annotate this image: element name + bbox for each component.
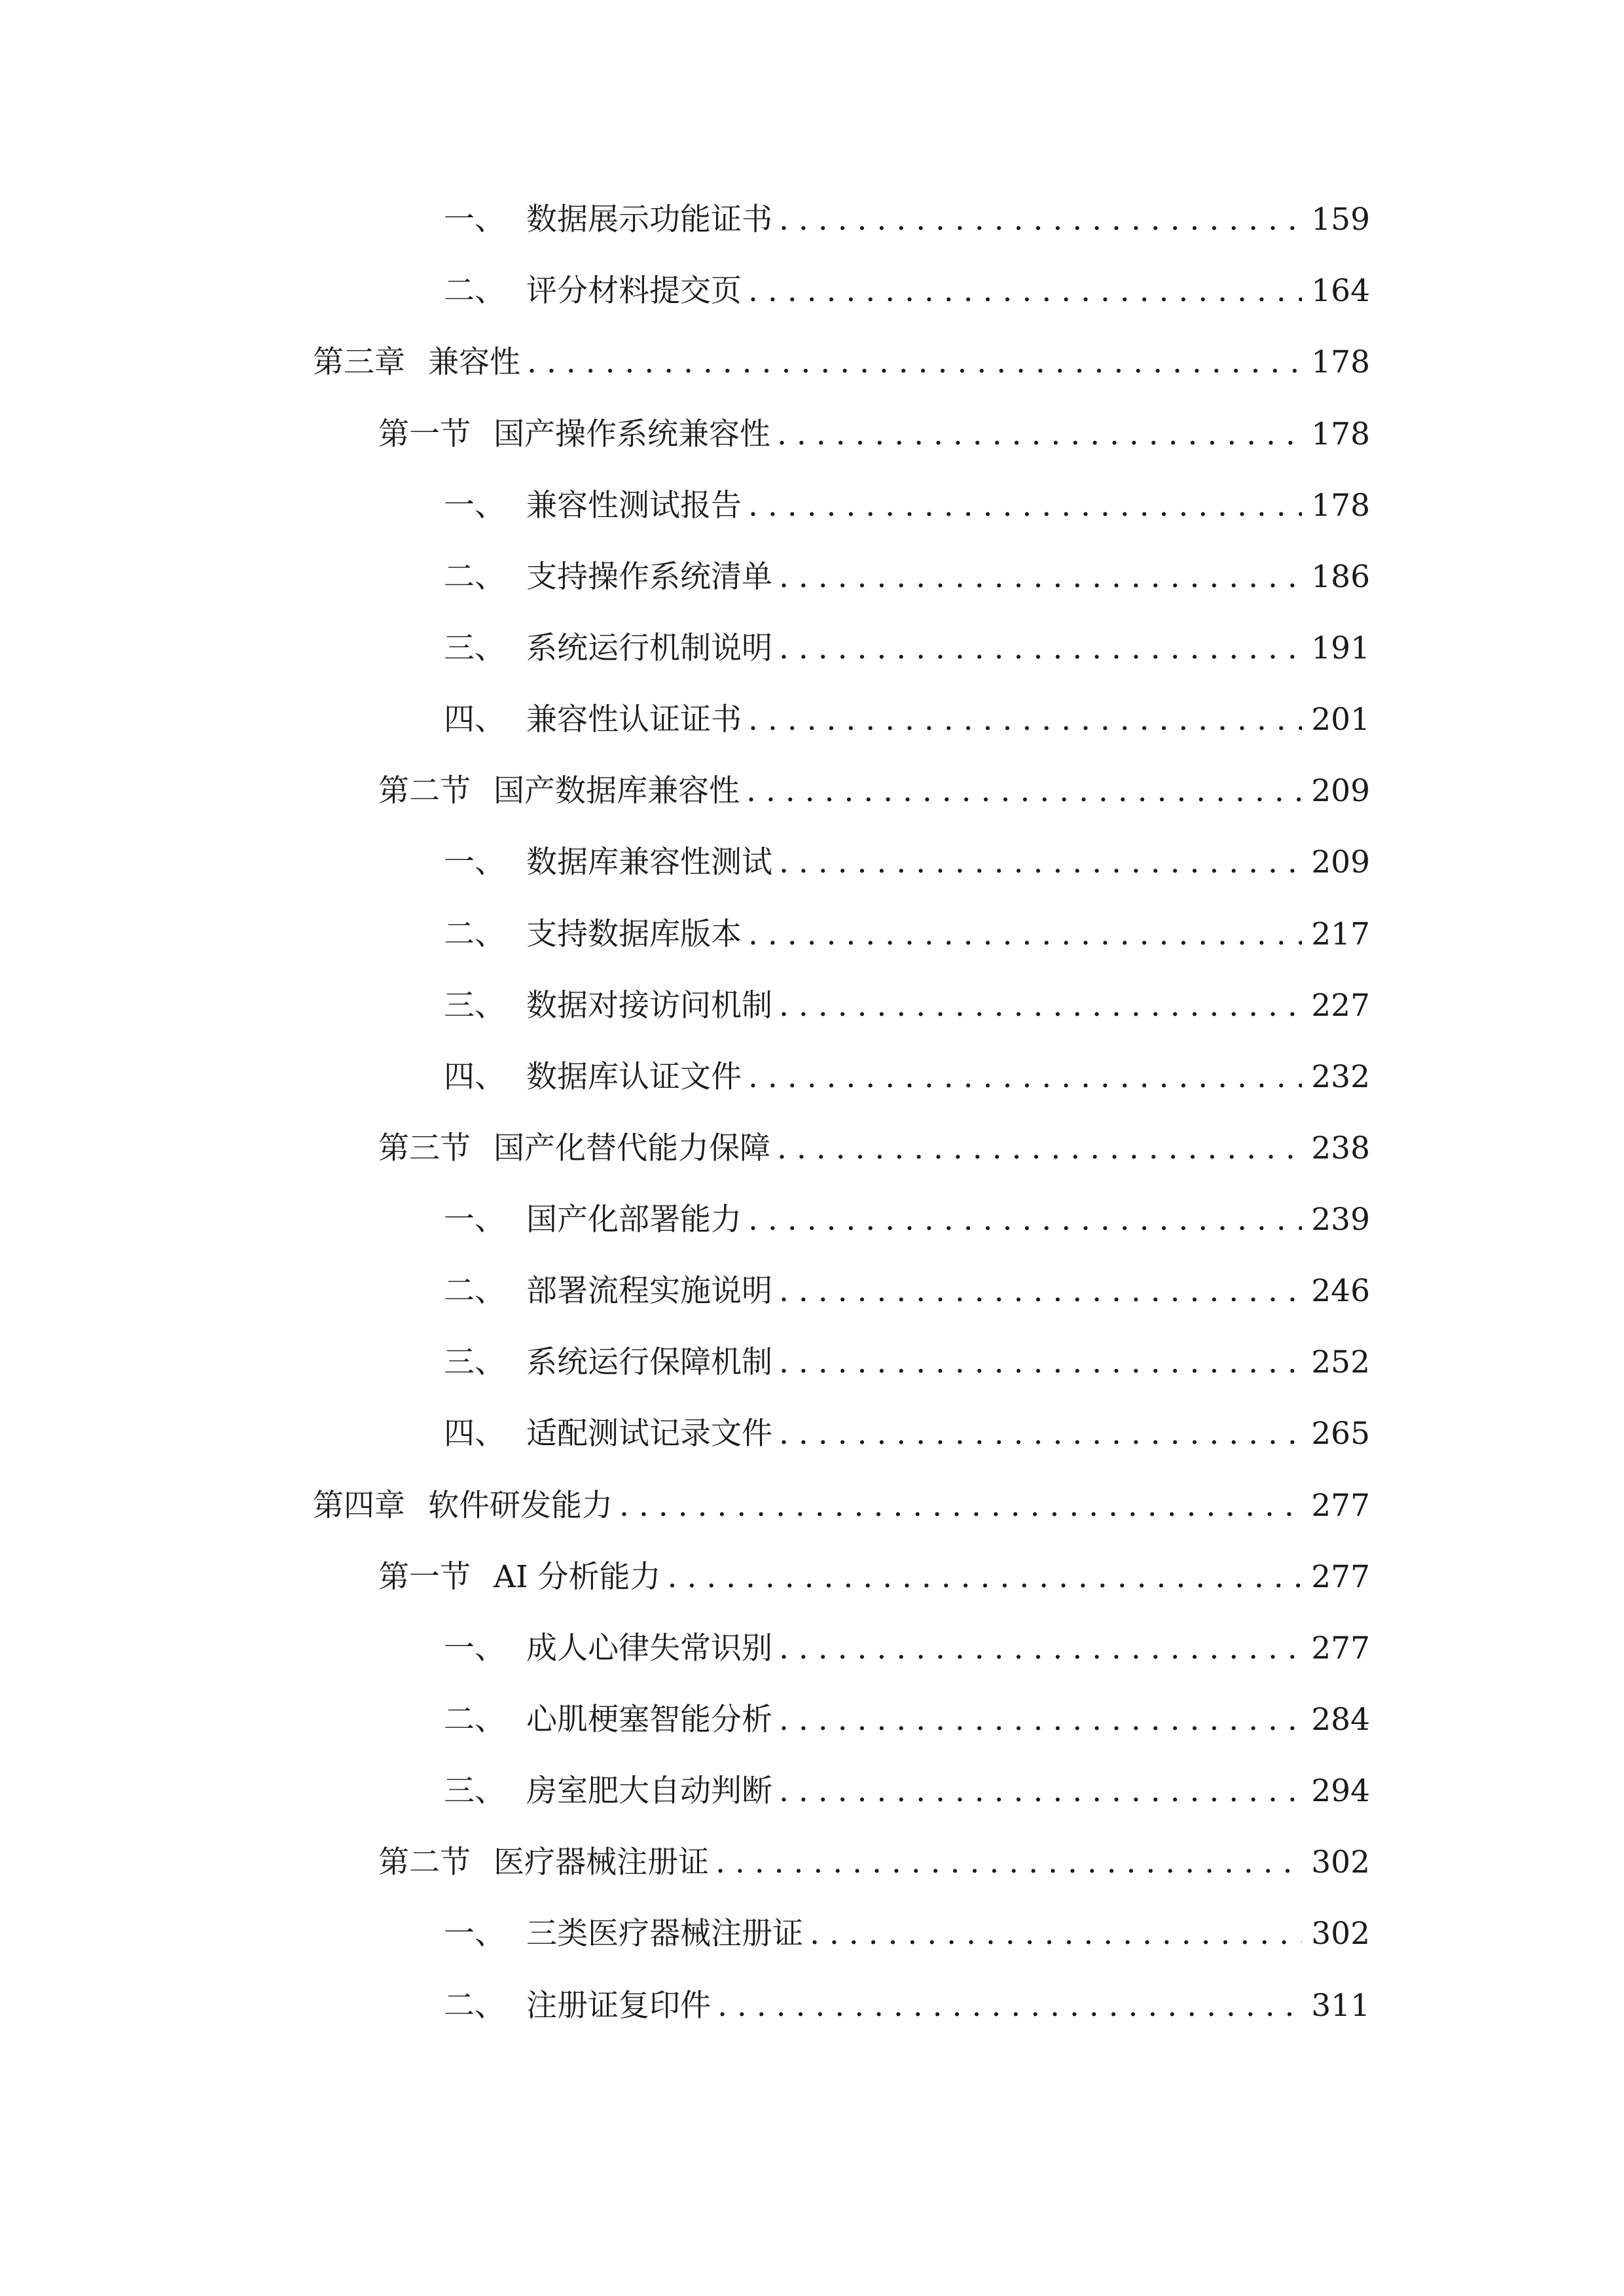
toc-entry-number: 二、 <box>444 1273 505 1309</box>
dot-leader <box>779 1623 1302 1675</box>
dot-leader <box>777 1122 1302 1175</box>
toc-entry-title: 兼容性认证证书 <box>526 702 742 738</box>
toc-entry-number: 一、 <box>444 1202 505 1238</box>
dot-leader <box>779 622 1302 675</box>
toc-entry-page: 201 <box>1311 702 1370 738</box>
toc-entry-number: 二、 <box>444 916 505 952</box>
dot-leader <box>779 194 1302 246</box>
toc-entry-page: 217 <box>1311 916 1370 952</box>
toc-section-entry[interactable] <box>378 1122 1370 1175</box>
dot-leader <box>717 1980 1302 2032</box>
dot-leader <box>748 1051 1302 1103</box>
dot-leader <box>810 1908 1302 1960</box>
toc-entry-number: 二、 <box>444 273 505 309</box>
toc-entry-page: 265 <box>1311 1416 1370 1452</box>
toc-entry-number: 第二节 <box>378 1844 471 1880</box>
toc-entry-number: 三、 <box>444 630 505 666</box>
toc-entry-number: 二、 <box>444 1988 505 2024</box>
toc-entry-title: 支持数据库版本 <box>526 916 742 952</box>
toc-entry-number: 第一节 <box>378 1559 471 1595</box>
toc-entry-page: 178 <box>1311 416 1370 452</box>
toc-entry[interactable] <box>444 1908 1370 1960</box>
toc-entry[interactable] <box>444 694 1370 746</box>
toc-entry-number: 一、 <box>444 1916 505 1952</box>
toc-entry-title: 房室肥大自动判断 <box>526 1773 772 1809</box>
toc-entry-title: 国产数据库兼容性 <box>494 773 740 809</box>
toc-entry-number: 二、 <box>444 559 505 595</box>
toc-entry-number: 三、 <box>444 988 505 1024</box>
toc-entry-title: 医疗器械注册证 <box>494 1844 709 1880</box>
toc-entry-page: 186 <box>1311 559 1370 595</box>
toc-entry-page: 178 <box>1311 344 1370 380</box>
toc-entry-title: 国产操作系统兼容性 <box>494 416 770 452</box>
toc-entry-title: 系统运行机制说明 <box>526 630 772 666</box>
toc-entry-title: AI 分析能力 <box>494 1559 661 1595</box>
toc-entry-number: 第一节 <box>378 416 471 452</box>
toc-section-entry[interactable] <box>378 408 1370 461</box>
toc-entry-page: 284 <box>1311 1702 1370 1738</box>
toc-entry-title: 国产化部署能力 <box>526 1202 742 1238</box>
dot-leader <box>527 336 1302 389</box>
toc-entry-title: 兼容性测试报告 <box>526 488 742 524</box>
toc-entry[interactable] <box>444 980 1370 1032</box>
dot-leader <box>667 1551 1302 1604</box>
toc-entry[interactable] <box>444 1336 1370 1389</box>
toc-entry-page: 239 <box>1311 1202 1370 1238</box>
toc-entry-number: 四、 <box>444 1059 505 1095</box>
toc-entry-page: 277 <box>1311 1559 1370 1595</box>
dot-leader <box>748 480 1302 532</box>
toc-entry-page: 232 <box>1311 1059 1370 1095</box>
toc-entry-number: 三、 <box>444 1344 505 1380</box>
toc-entry-title: 兼容性 <box>428 344 520 380</box>
dot-leader <box>779 1336 1302 1389</box>
toc-entry-number: 第二节 <box>378 773 471 809</box>
toc-entry[interactable] <box>444 480 1370 532</box>
toc-entry[interactable] <box>444 1694 1370 1746</box>
toc-entry-title: 软件研发能力 <box>428 1488 613 1524</box>
dot-leader <box>779 551 1302 603</box>
toc-entry-page: 191 <box>1311 630 1370 666</box>
toc-entry[interactable] <box>444 1408 1370 1460</box>
toc-entry-number: 三、 <box>444 1773 505 1809</box>
dot-leader <box>748 265 1302 317</box>
toc-entry[interactable] <box>444 551 1370 603</box>
toc-entry-number: 二、 <box>444 1702 505 1738</box>
toc-entry-title: 数据对接访问机制 <box>526 988 772 1024</box>
dot-leader <box>779 1765 1302 1818</box>
toc-entry-number: 第三章 <box>313 344 405 380</box>
dot-leader <box>779 1408 1302 1460</box>
toc-entry-page: 164 <box>1311 273 1370 309</box>
toc-entry-title: 成人心律失常识别 <box>526 1630 772 1666</box>
toc-entry-page: 159 <box>1311 202 1370 238</box>
toc-section-entry[interactable] <box>378 1551 1370 1604</box>
toc-entry-page: 311 <box>1311 1988 1370 2024</box>
toc-entry-page: 302 <box>1311 1916 1370 1952</box>
toc-entry[interactable] <box>444 1765 1370 1818</box>
toc-entry-number: 第四章 <box>313 1488 405 1524</box>
toc-entry-title: 部署流程实施说明 <box>526 1273 772 1309</box>
toc-chapter-entry[interactable] <box>313 1480 1370 1532</box>
toc-entry-page: 294 <box>1311 1773 1370 1809</box>
dot-leader <box>748 908 1302 961</box>
dot-leader <box>746 765 1302 817</box>
toc-entry-number: 一、 <box>444 1630 505 1666</box>
toc-entry-page: 209 <box>1311 844 1370 880</box>
toc-entry-page: 277 <box>1311 1630 1370 1666</box>
dot-leader <box>748 694 1302 746</box>
toc-entry[interactable] <box>444 1194 1370 1246</box>
toc-entry[interactable] <box>444 265 1370 317</box>
toc-entry[interactable] <box>444 1265 1370 1318</box>
toc-entry-title: 支持操作系统清单 <box>526 559 772 595</box>
toc-section-entry[interactable] <box>378 1837 1370 1889</box>
toc-entry-title: 数据库兼容性测试 <box>526 844 772 880</box>
toc-entry-page: 227 <box>1311 988 1370 1024</box>
toc-entry-page: 252 <box>1311 1344 1370 1380</box>
toc-entry-title: 评分材料提交页 <box>526 273 742 309</box>
dot-leader <box>779 836 1302 889</box>
toc-entry-title: 数据库认证文件 <box>526 1059 742 1095</box>
toc-section-entry[interactable] <box>378 765 1370 817</box>
toc-entry-title: 适配测试记录文件 <box>526 1416 772 1452</box>
dot-leader <box>715 1837 1302 1889</box>
toc-entry[interactable] <box>444 908 1370 961</box>
toc-entry-page: 238 <box>1311 1130 1370 1166</box>
toc-entry-page: 302 <box>1311 1844 1370 1880</box>
toc-entry[interactable] <box>444 622 1370 675</box>
toc-entry-page: 246 <box>1311 1273 1370 1309</box>
toc-entry-page: 178 <box>1311 488 1370 524</box>
toc-entry-number: 四、 <box>444 702 505 738</box>
dot-leader <box>619 1480 1302 1532</box>
toc-entry[interactable] <box>444 194 1370 246</box>
toc-entry[interactable] <box>444 836 1370 889</box>
dot-leader <box>779 1694 1302 1746</box>
toc-entry-page: 209 <box>1311 773 1370 809</box>
dot-leader <box>748 1194 1302 1246</box>
toc-entry-number: 一、 <box>444 488 505 524</box>
toc-entry[interactable] <box>444 1051 1370 1103</box>
toc-chapter-entry[interactable] <box>313 336 1370 389</box>
toc-entry-title: 注册证复印件 <box>526 1988 711 2024</box>
toc-entry-page: 277 <box>1311 1488 1370 1524</box>
toc-entry-number: 一、 <box>444 844 505 880</box>
toc-entry-title: 国产化替代能力保障 <box>494 1130 770 1166</box>
toc-entry-title: 三类医疗器械注册证 <box>526 1916 803 1952</box>
toc-entry-number: 第三节 <box>378 1130 471 1166</box>
toc-entry-title: 系统运行保障机制 <box>526 1344 772 1380</box>
dot-leader <box>779 1265 1302 1318</box>
toc-entry[interactable] <box>444 1623 1370 1675</box>
toc-entry-title: 数据展示功能证书 <box>526 202 772 238</box>
toc-entry-number: 四、 <box>444 1416 505 1452</box>
toc-entry-number: 一、 <box>444 202 505 238</box>
dot-leader <box>777 408 1302 461</box>
toc-entry-title: 心肌梗塞智能分析 <box>526 1702 772 1738</box>
toc-entry[interactable] <box>444 1980 1370 2032</box>
dot-leader <box>779 980 1302 1032</box>
